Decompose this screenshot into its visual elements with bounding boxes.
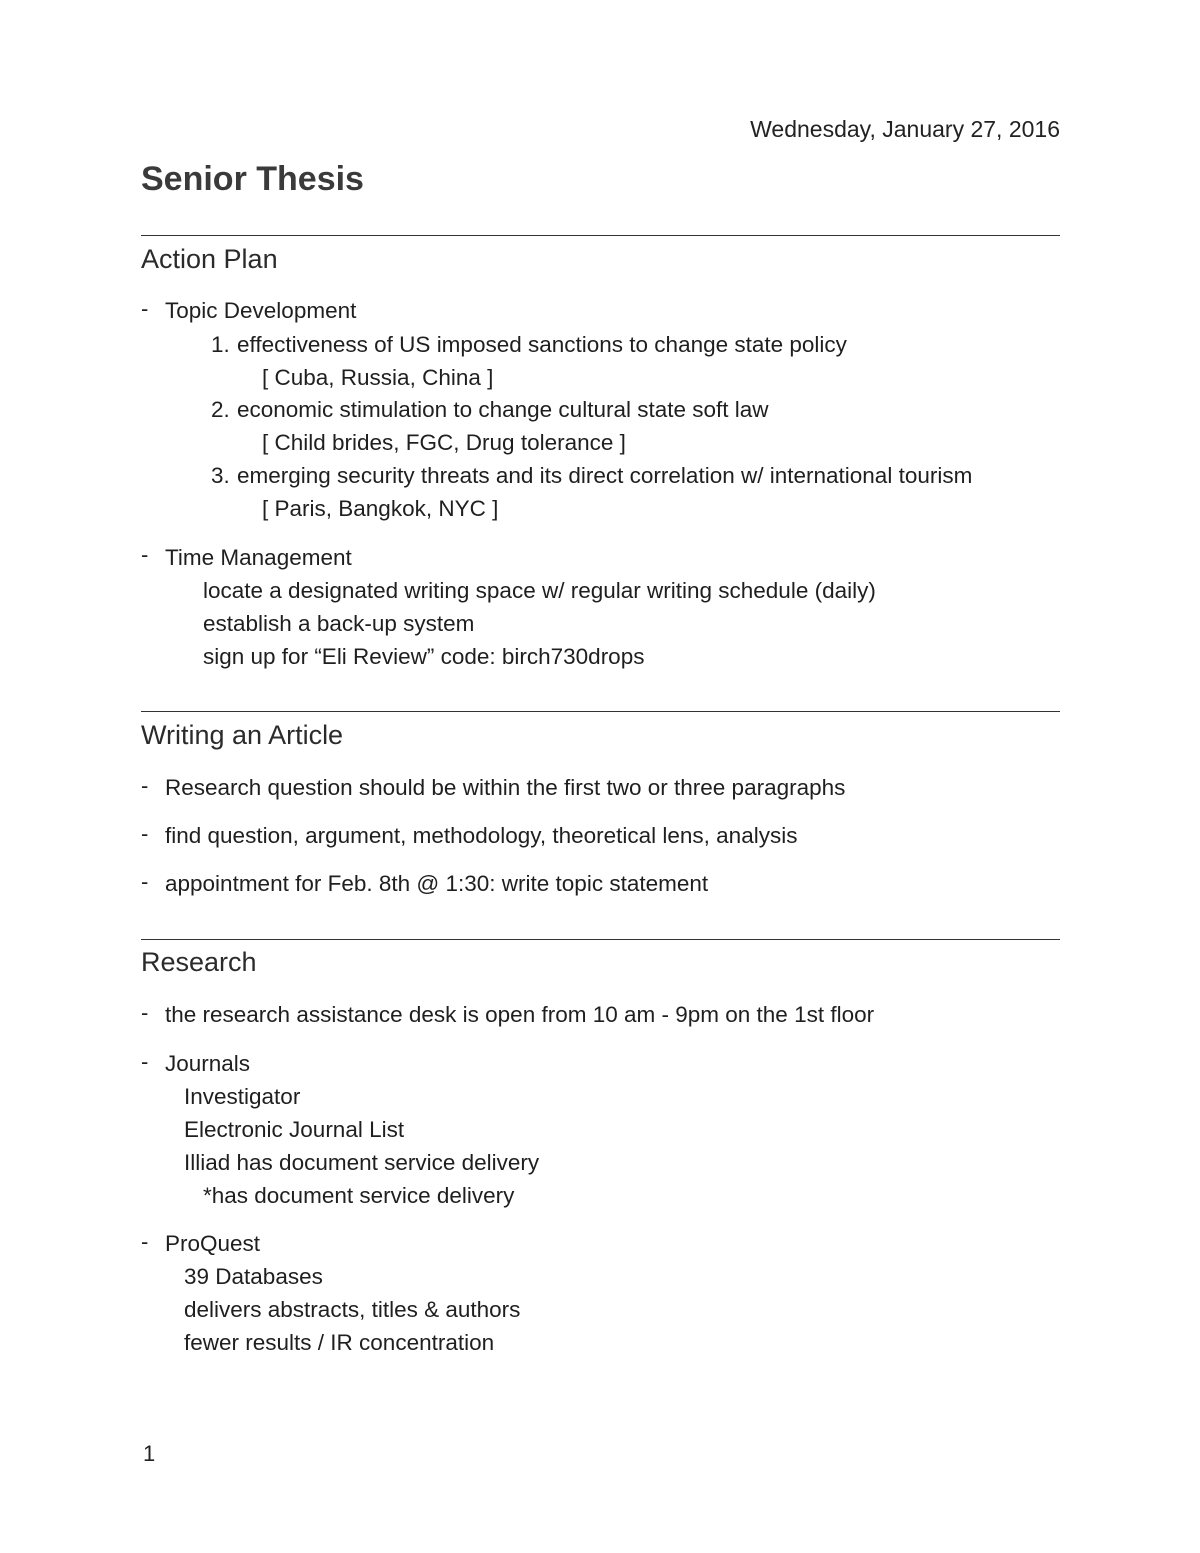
bullet-dash: - (141, 821, 149, 846)
journal-note: *has document service delivery (203, 1183, 515, 1208)
proquest-item: 39 Databases (184, 1264, 323, 1289)
journal-item: Illiad has document service delivery (184, 1150, 540, 1175)
topic-item: effectiveness of US imposed sanctions to change state policy (237, 332, 847, 357)
topic-item-examples: [ Paris, Bangkok, NYC ] (262, 496, 499, 521)
topic-item-number: 1. (211, 332, 230, 357)
document-title: Senior Thesis (141, 160, 364, 198)
topic-item-number: 3. (211, 463, 230, 488)
research-desk-note: the research assistance desk is open from 10 am - 9pm on the 1st floor (165, 1002, 875, 1027)
page-number: 1 (143, 1441, 156, 1466)
bullet-dash: - (141, 1000, 149, 1025)
time-management-label: Time Management (165, 545, 352, 570)
topic-item-number: 2. (211, 397, 230, 422)
article-bullet: Research question should be within the first two or three paragraphs (165, 775, 846, 800)
journals-label: Journals (165, 1051, 251, 1076)
document-date: Wednesday, January 27, 2016 (750, 116, 1060, 142)
proquest-label: ProQuest (165, 1231, 261, 1256)
section-divider (141, 235, 1060, 236)
bullet-dash: - (141, 1049, 149, 1074)
time-management-item: establish a back-up system (203, 611, 475, 636)
time-management-item: locate a designated writing space w/ regular writing schedule (daily) (203, 578, 876, 603)
bullet-dash: - (141, 773, 149, 798)
topic-development-label: Topic Development (165, 298, 357, 323)
article-bullet: find question, argument, methodology, theoretical lens, analysis (165, 823, 798, 848)
section-heading-research: Research (141, 947, 257, 977)
proquest-item: fewer results / IR concentration (184, 1330, 495, 1355)
section-divider (141, 711, 1060, 712)
bullet-dash: - (141, 1229, 149, 1254)
bullet-dash: - (141, 296, 149, 321)
bullet-dash: - (141, 542, 149, 567)
proquest-item: delivers abstracts, titles & authors (184, 1297, 521, 1322)
article-bullet: appointment for Feb. 8th @ 1:30: write topic statement (165, 871, 709, 896)
journal-item: Investigator (184, 1084, 301, 1109)
section-heading-writing-article: Writing an Article (141, 720, 344, 750)
topic-item-examples: [ Cuba, Russia, China ] (262, 365, 494, 390)
journal-item: Electronic Journal List (184, 1117, 405, 1142)
topic-item: economic stimulation to change cultural state soft law (237, 397, 769, 422)
topic-item: emerging security threats and its direct correlation w/ international tourism (237, 463, 973, 488)
time-management-item: sign up for “Eli Review” code: birch730drops (203, 644, 645, 669)
section-heading-action-plan: Action Plan (141, 244, 278, 274)
topic-item-examples: [ Child brides, FGC, Drug tolerance ] (262, 430, 626, 455)
section-divider (141, 939, 1060, 940)
bullet-dash: - (141, 869, 149, 894)
